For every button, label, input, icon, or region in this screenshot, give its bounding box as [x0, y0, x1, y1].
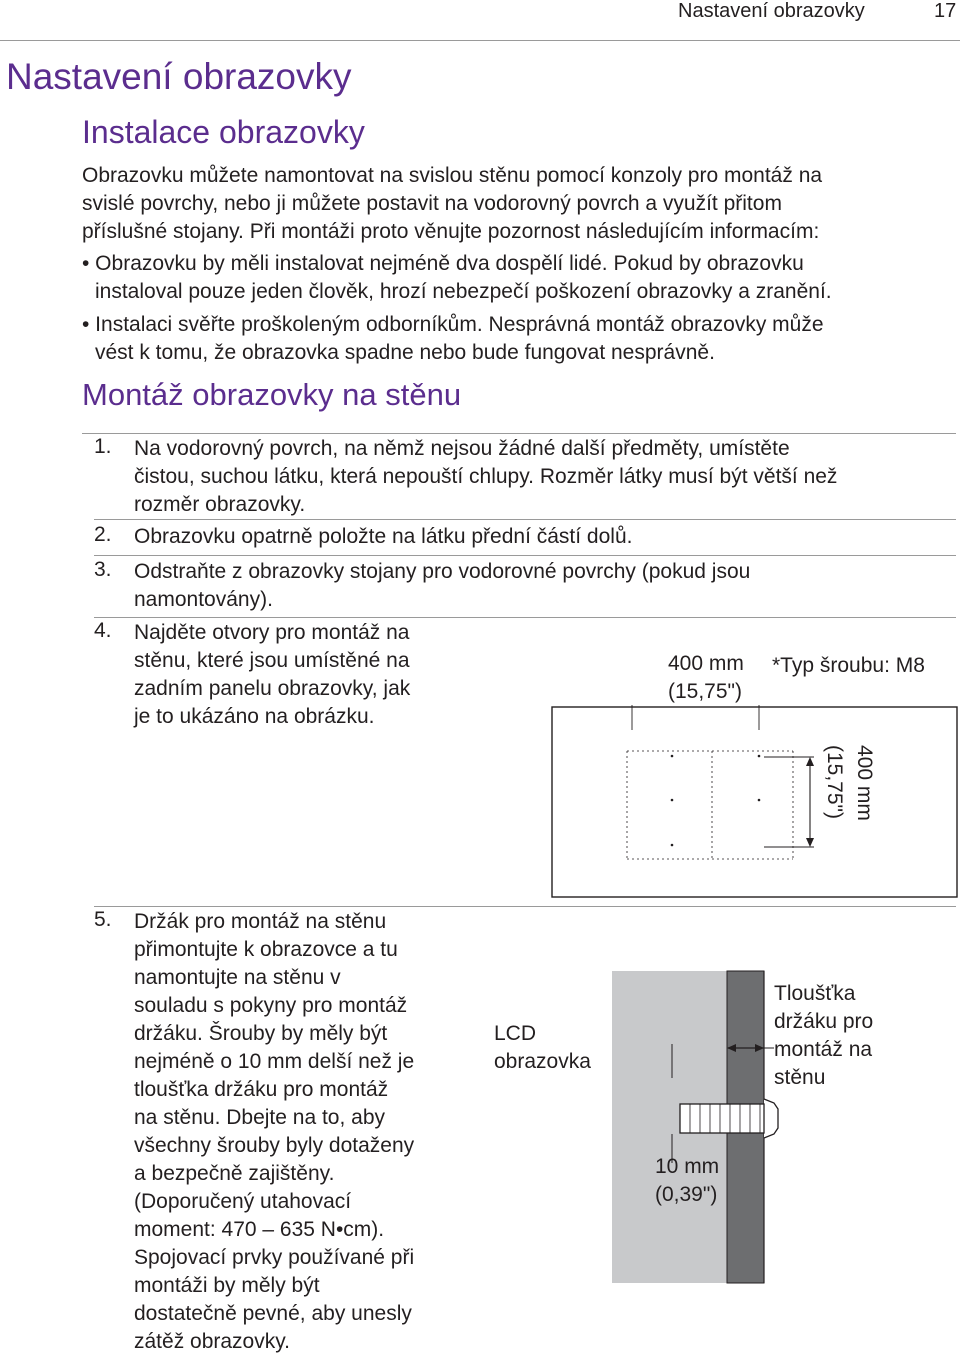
step-line: je to ukázáno na obrázku.	[134, 705, 375, 728]
lcd-label: obrazovka	[494, 1050, 591, 1073]
step-line: dostatečně pevné, aby unesly	[134, 1302, 412, 1325]
step-text	[134, 523, 632, 551]
hole-spacing-height-label-imperial: (15,75")	[823, 745, 846, 819]
mount-hole	[758, 755, 761, 758]
screw-head	[764, 1099, 778, 1138]
step-line: čistou, suchou látku, která nepouští chlupy. Rozměr látky musí být větší než	[134, 465, 838, 488]
step-rule	[94, 617, 956, 618]
hole-spacing-width-label-imperial: (15,75")	[668, 680, 742, 703]
step-line: moment: 470 – 635 N•cm).	[134, 1218, 385, 1241]
step-line: stěnu, které jsou umístěné na	[134, 649, 410, 672]
step-line: namontovány).	[134, 588, 273, 611]
step-number: 4.	[94, 619, 112, 642]
step-line: (Doporučený utahovací	[134, 1190, 352, 1213]
step-line: přimontujte k obrazovce a tu	[134, 938, 398, 961]
step-line: a bezpečně zajištěny.	[134, 1162, 335, 1185]
step-rule	[94, 519, 956, 520]
intro-paragraph	[82, 162, 952, 246]
step-line: tloušťka držáku pro montáž	[134, 1078, 389, 1101]
section-title-installation: Instalace obrazovky	[82, 114, 365, 150]
step-line: Na vodorovný povrch, na němž nejsou žádné další předměty, umístěte	[134, 437, 790, 460]
step-line: nejméně o 10 mm delší než je	[134, 1050, 415, 1073]
step-line: všechny šrouby byly dotaženy	[134, 1134, 415, 1157]
mount-hole	[671, 844, 674, 847]
lcd-label: LCD	[494, 1022, 537, 1045]
screw-length-label: 10 mm	[655, 1155, 720, 1178]
page-number: 17	[934, 0, 957, 22]
step-line: držáku. Šrouby by měly být	[134, 1022, 388, 1045]
intro-line: Obrazovku můžete namontovat na svislou stěnu pomocí konzoly pro montáž na	[82, 164, 823, 187]
hole-spacing-height-label: 400 mm	[853, 745, 876, 821]
step-line: namontujte na stěnu v	[134, 966, 341, 989]
step-line: Držák pro montáž na stěnu	[134, 910, 387, 933]
step-line: na stěnu. Dbejte na to, aby	[134, 1106, 386, 1129]
step-number: 5.	[94, 908, 112, 931]
step-line: Najděte otvory pro montáž na	[134, 621, 410, 644]
bracket-thickness-label: Tloušťka	[774, 982, 856, 1005]
bracket-thickness-label: montáž na	[774, 1038, 873, 1061]
step-text	[134, 908, 414, 1356]
screw-shank	[680, 1104, 764, 1133]
step-line: Odstraňte z obrazovky stojany pro vodorovné povrchy (pokud jsou	[134, 560, 751, 583]
step-text	[134, 435, 837, 519]
step-number: 1.	[94, 435, 112, 458]
step-number: 2.	[94, 523, 112, 546]
mount-hole	[758, 799, 761, 802]
step-line: Spojovací prvky používané při	[134, 1246, 415, 1269]
step-line: montáži by měly být	[134, 1274, 320, 1297]
mount-hole	[671, 755, 674, 758]
intro-line: svislé povrchy, nebo ji můžete postavit na vodorovný povrch a využít přitom	[82, 192, 782, 215]
mount-hole	[671, 799, 674, 802]
step-number: 3.	[94, 558, 112, 581]
step-line: Obrazovku opatrně položte na látku přední částí dolů.	[134, 525, 633, 548]
height-dim-arrow-bottom	[806, 838, 814, 847]
screw-type-label: *Typ šroubu: M8	[772, 654, 925, 677]
step-line: zátěž obrazovky.	[134, 1330, 291, 1353]
bullet-line: • Obrazovku by měli instalovat nejméně dva dospělí lidé. Pokud by obrazovku	[82, 252, 804, 275]
back-panel-diagram	[548, 700, 960, 900]
step-line: rozměr obrazovky.	[134, 493, 306, 516]
bullet-line: instaloval pouze jeden člověk, hrozí nebezpečí poškození obrazovky a zranění.	[95, 280, 832, 303]
bullet-item	[82, 311, 824, 367]
bullet-line: • Instalaci svěřte proškoleným odborníkům. Nesprávná montáž obrazovky může	[82, 313, 824, 336]
bullet-line: vést k tomu, že obrazovka spadne nebo bude fungovat nesprávně.	[95, 341, 715, 364]
page-title: Nastavení obrazovky	[6, 56, 352, 97]
height-dim-arrow-top	[806, 757, 814, 766]
running-header-title: Nastavení obrazovky	[678, 0, 865, 22]
step-text	[134, 558, 750, 614]
back-panel-outline	[552, 707, 957, 897]
screw-length-label-imperial: (0,39")	[655, 1183, 718, 1206]
section-title-wall-mount: Montáž obrazovky na stěnu	[82, 377, 462, 412]
step-rule	[94, 906, 956, 907]
step-line: zadním panelu obrazovky, jak	[134, 677, 411, 700]
bracket-thickness-label: stěnu	[774, 1066, 826, 1089]
step-text	[134, 619, 410, 731]
bracket-thickness-label: držáku pro	[774, 1010, 874, 1033]
header-rule	[0, 40, 960, 41]
bullet-item	[82, 250, 832, 306]
hole-spacing-width-label: 400 mm	[668, 652, 744, 675]
section-rule	[82, 433, 956, 434]
step-rule	[94, 555, 956, 556]
screw-cross-section-diagram	[596, 968, 786, 1286]
intro-line: příslušné stojany. Při montáži proto věnujte pozornost následujícím informacím:	[82, 220, 820, 243]
step-line: souladu s pokyny pro montáž	[134, 994, 408, 1017]
